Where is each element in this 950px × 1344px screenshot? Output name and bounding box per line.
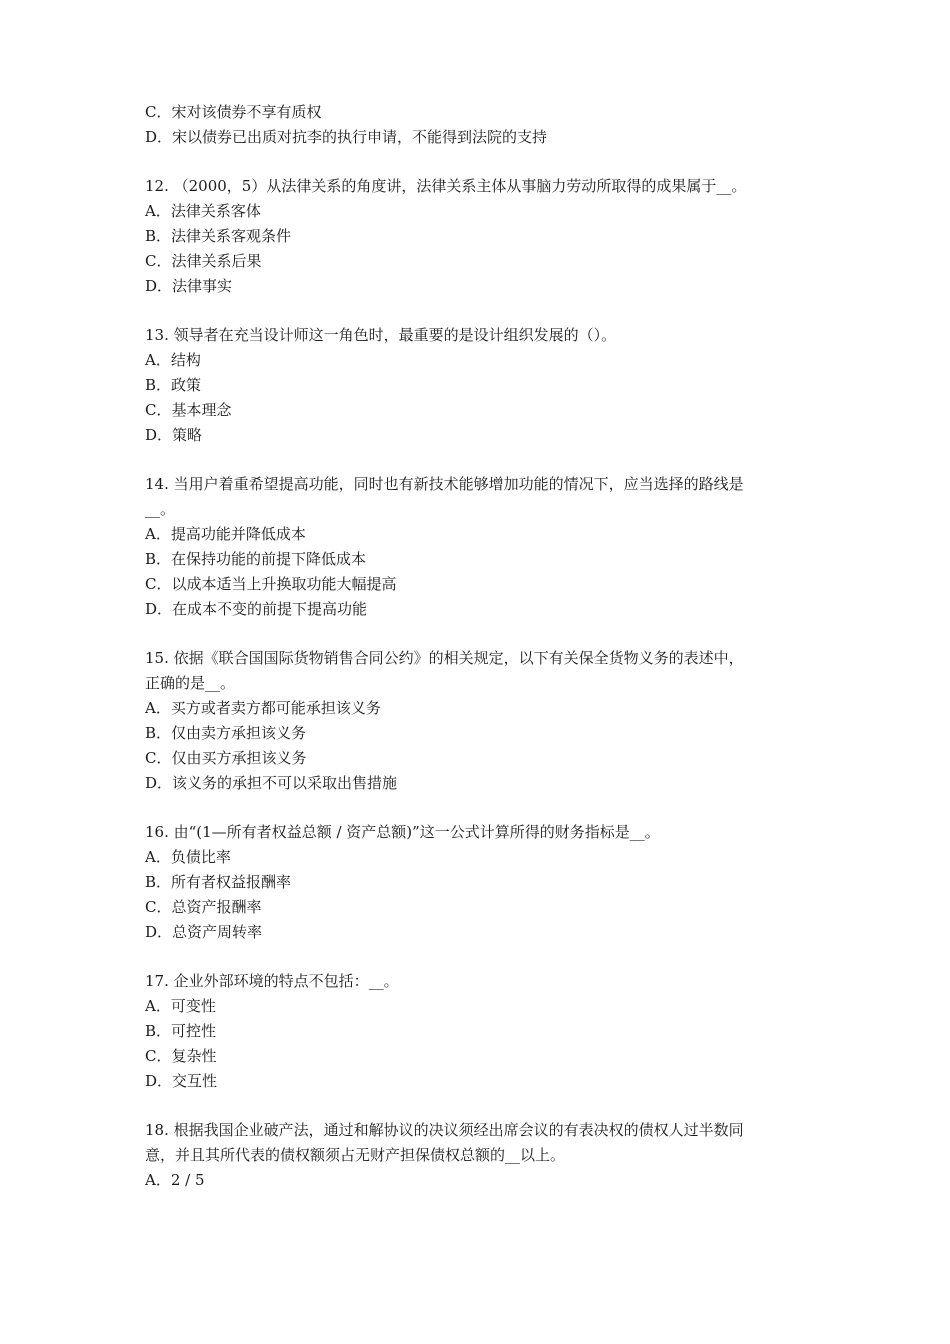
- option-c: C．法律关系后果: [145, 252, 262, 270]
- option-a: A．结构: [145, 351, 201, 369]
- option-c: C．总资产报酬率: [145, 898, 262, 916]
- option-d: D．法律事实: [145, 277, 233, 295]
- option-c: C．宋对该债券不享有质权: [145, 103, 322, 121]
- question-text: 12. （2000，5）从法律关系的角度讲，法律关系主体从事脑力劳动所取得的成果属于__。: [145, 177, 747, 195]
- option-b: B．所有者权益报酬率: [145, 873, 292, 891]
- option-a: A．可变性: [145, 997, 216, 1015]
- spacer: [145, 622, 825, 646]
- question-text: 17. 企业外部环境的特点不包括：__。: [145, 972, 399, 990]
- spacer: [145, 945, 825, 969]
- spacer: [145, 448, 825, 472]
- option-d: D．在成本不变的前提下提高功能: [145, 600, 368, 618]
- spacer: [145, 150, 825, 174]
- question-text-continued: 意，并且其所代表的债权额须占无财产担保债权总额的__以上。: [145, 1146, 566, 1164]
- option-d: D．宋以债券已出质对抗李的执行申请，不能得到法院的支持: [145, 128, 548, 146]
- question-14: [145, 472, 825, 622]
- option-c: C．仅由买方承担该义务: [145, 749, 307, 767]
- option-c: C．基本理念: [145, 401, 232, 419]
- option-d: D．策略: [145, 426, 203, 444]
- block-q11-options: [145, 100, 825, 150]
- spacer: [145, 299, 825, 323]
- spacer: [145, 796, 825, 820]
- question-13: [145, 323, 825, 448]
- option-d: D．该义务的承担不可以采取出售措施: [145, 774, 398, 792]
- option-a: A．买方或者卖方都可能承担该义务: [145, 699, 381, 717]
- question-16: [145, 820, 825, 945]
- question-text: 13. 领导者在充当设计师这一角色时，最重要的是设计组织发展的（）。: [145, 326, 617, 344]
- question-12: [145, 174, 825, 299]
- question-text: 14. 当用户着重希望提高功能，同时也有新技术能够增加功能的情况下，应当选择的路线是: [145, 475, 744, 493]
- option-a: A．提高功能并降低成本: [145, 525, 306, 543]
- option-b: B．可控性: [145, 1022, 217, 1040]
- question-18: [145, 1118, 825, 1193]
- option-b: B．法律关系客观条件: [145, 227, 292, 245]
- option-b: B．在保持功能的前提下降低成本: [145, 550, 367, 568]
- option-a: A．法律关系客体: [145, 202, 261, 220]
- question-text: 18. 根据我国企业破产法，通过和解协议的决议须经出席会议的有表决权的债权人过半数同: [145, 1121, 744, 1139]
- question-text-continued: 正确的是__。: [145, 674, 236, 692]
- question-text: 15. 依据《联合国国际货物销售合同公约》的相关规定，以下有关保全货物义务的表述中，: [145, 649, 744, 667]
- option-b: B．政策: [145, 376, 202, 394]
- document-page: [145, 100, 825, 1193]
- option-c: C．复杂性: [145, 1047, 217, 1065]
- option-b: B．仅由卖方承担该义务: [145, 724, 307, 742]
- option-a: A．负债比率: [145, 848, 231, 866]
- spacer: [145, 1094, 825, 1118]
- option-d: D．交互性: [145, 1072, 218, 1090]
- option-d: D．总资产周转率: [145, 923, 263, 941]
- option-a: A．2 / 5: [145, 1171, 205, 1189]
- option-c: C．以成本适当上升换取功能大幅提高: [145, 575, 397, 593]
- question-text-continued: __。: [145, 500, 176, 518]
- question-text: 16. 由“(1—所有者权益总额 / 资产总额)”这一公式计算所得的财务指标是__。: [145, 823, 660, 841]
- question-17: [145, 969, 825, 1094]
- question-15: [145, 646, 825, 796]
